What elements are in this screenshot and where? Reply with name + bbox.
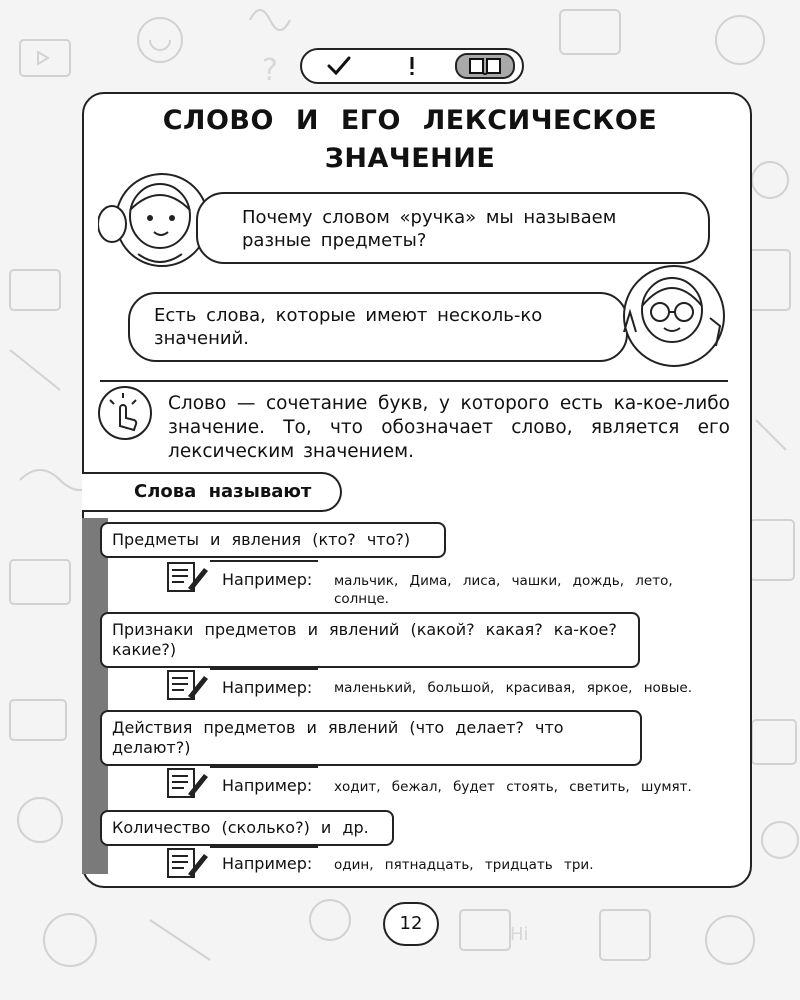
example-underline [210, 766, 318, 768]
book-icon[interactable] [455, 53, 515, 79]
notepad-pencil-icon [166, 766, 210, 800]
svg-text:Hi: Hi [510, 924, 529, 945]
example-text: один, пятнадцать, тридцать три. [334, 857, 594, 873]
category-box [100, 810, 394, 846]
example-label: Например: [222, 776, 313, 795]
example-text: ходит, бежал, будет стоять, светить, шумят. [334, 779, 692, 795]
answer-bubble [128, 292, 628, 362]
page-title [110, 102, 710, 178]
boy-glasses-avatar-icon [614, 262, 732, 372]
category-box [100, 522, 446, 558]
example-label: Например: [222, 570, 313, 589]
notepad-pencil-icon [166, 668, 210, 702]
title-line-2: ЗНАЧЕНИЕ [324, 143, 496, 174]
category-label: Признаки предметов и явлений (какой? какая? ка-кое? какие?) [112, 620, 617, 659]
example-underline [210, 560, 318, 562]
title-line-1: СЛОВО И ЕГО ЛЕКСИЧЕСКОЕ [162, 105, 658, 136]
category-label: Количество (сколько?) и др. [112, 818, 369, 837]
category-label: Предметы и явления (кто? что?) [112, 530, 411, 549]
question-bubble [196, 192, 710, 264]
example-underline [210, 668, 318, 670]
example-label: Например: [222, 678, 313, 697]
question-text: Почему словом «ручка» мы называем разные предметы? [242, 207, 617, 251]
definition-text: Слово — сочетание букв, у которого есть ка-кое-либо значение. То, что обозначает слово, является его лексическим значением. [168, 393, 730, 462]
example-label: Например: [222, 854, 313, 873]
example-text: мальчик, Дима, лиса, чашки, дождь, лето, солнце. [334, 573, 673, 607]
notepad-pencil-icon [166, 560, 210, 594]
category-label: Действия предметов и явлений (что делает? что делают?) [112, 718, 564, 757]
section-title: Слова называют [82, 472, 342, 512]
category-box [100, 710, 642, 766]
exclamation-icon[interactable] [382, 53, 442, 79]
checkmark-icon[interactable] [309, 53, 369, 79]
top-icon-bar [300, 48, 524, 84]
definition-divider [100, 380, 728, 382]
example-underline [210, 846, 318, 848]
example-text: маленький, большой, красивая, яркое, новые. [334, 680, 693, 696]
page-number: 12 [383, 902, 439, 946]
category-box [100, 612, 640, 668]
notepad-pencil-icon [166, 846, 210, 880]
answer-text: Есть слова, которые имеют несколь-ко значений. [154, 305, 543, 349]
tap-hand-icon [96, 384, 154, 442]
svg-text:?: ? [262, 53, 278, 88]
